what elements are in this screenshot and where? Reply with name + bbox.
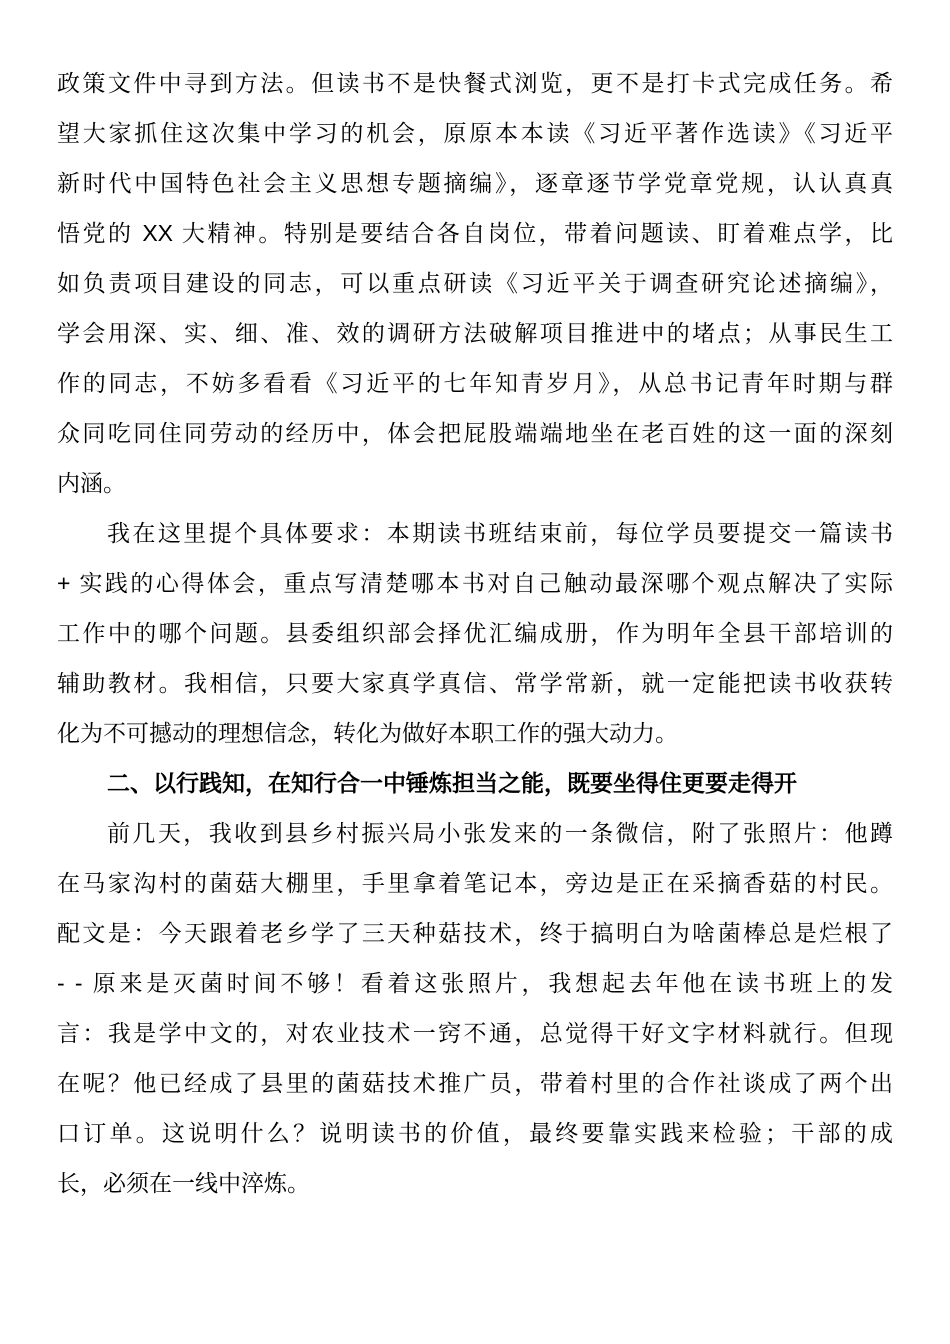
- text-line: 新时代中国特色社会主义思想专题摘编》，逐章逐节学党章党规，认认真真: [57, 170, 893, 196]
- text-line: 悟党的 XX 大精神。特别是要结合各自岗位，带着问题读、盯着难点学，比: [57, 220, 893, 246]
- text-line: 内涵。: [57, 470, 126, 496]
- text-line: + 实践的心得体会，重点写清楚哪本书对自己触动最深哪个观点解决了实际: [57, 570, 893, 596]
- text-line: 众同吃同住同劳动的经历中，体会把屁股端端地坐在老百姓的这一面的深刻: [57, 420, 893, 446]
- text-line: 辅助教材。我相信，只要大家真学真信、常学常新，就一定能把读书收获转: [57, 670, 893, 696]
- text-line: 言：我是学中文的，对农业技术一窍不通，总觉得干好文字材料就行。但现: [57, 1020, 893, 1046]
- text-line: 工作中的哪个问题。县委组织部会择优汇编成册，作为明年全县干部培训的: [57, 620, 893, 646]
- text-line: 政策文件中寻到方法。但读书不是快餐式浏览，更不是打卡式完成任务。希: [57, 70, 893, 96]
- paragraphs-container: [57, 58, 893, 1208]
- text-line: 望大家抓住这次集中学习的机会，原原本本读《习近平著作选读》《习近平: [57, 120, 893, 146]
- text-line: 如负责项目建设的同志，可以重点研读《习近平关于调查研究论述摘编》，: [57, 270, 893, 296]
- paragraph: [57, 58, 893, 508]
- text-line: 配文是：今天跟着老乡学了三天种菇技术，终于搞明白为啥菌棒总是烂根了: [57, 920, 893, 946]
- text-line: 前几天，我收到县乡村振兴局小张发来的一条微信，附了张照片：他蹲: [107, 820, 893, 846]
- text-line: 在马家沟村的菌菇大棚里，手里拿着笔记本，旁边是正在采摘香菇的村民。: [57, 870, 893, 896]
- text-line: 我在这里提个具体要求：本期读书班结束前，每位学员要提交一篇读书: [107, 520, 893, 546]
- heading-line: 二、以行践知，在知行合一中锤炼担当之能，既要坐得住更要走得开: [107, 770, 797, 796]
- text-line: 化为不可撼动的理想信念，转化为做好本职工作的强大动力。: [57, 720, 678, 746]
- section-heading: [57, 758, 893, 808]
- text-line: 作的同志，不妨多看看《习近平的七年知青岁月》，从总书记青年时期与群: [57, 370, 893, 396]
- paragraph: [57, 508, 893, 758]
- text-line: 学会用深、实、细、准、效的调研方法破解项目推进中的堵点；从事民生工: [57, 320, 893, 346]
- text-line: 长，必须在一线中淬炼。: [57, 1170, 310, 1196]
- text-line: - - 原来是灭菌时间不够！看着这张照片，我想起去年他在读书班上的发: [57, 970, 893, 996]
- text-line: 在呢？他已经成了县里的菌菇技术推广员，带着村里的合作社谈成了两个出: [57, 1070, 893, 1096]
- paragraph: [57, 808, 893, 1208]
- text-line: 口订单。这说明什么？说明读书的价值，最终要靠实践来检验；干部的成: [57, 1120, 893, 1146]
